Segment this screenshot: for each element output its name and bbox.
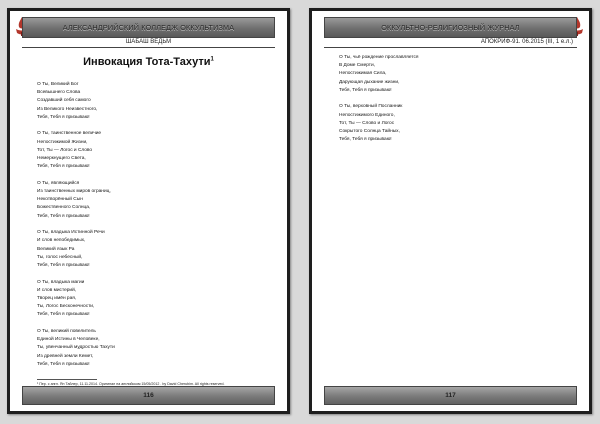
stanza <box>339 54 575 95</box>
verse-line: Некотворённый Сын <box>37 197 83 203</box>
verse-line: И слов мистерий, <box>37 287 77 293</box>
stanza <box>37 81 273 122</box>
stanza <box>37 229 273 270</box>
verse-line: О Ты, великий повелитель <box>37 329 96 335</box>
stanza <box>37 180 273 221</box>
footnote-text: ¹ Пер. с англ. Ян Тайлер, 11.11.2014. Оригинал на английском 15/05/2012 . by David Cherubim. All rights reserved. <box>37 382 225 386</box>
verse-line: Тебя, Тебя я призываю! <box>339 137 392 143</box>
verse-line: Немеркнущего Света, <box>37 156 86 162</box>
verse-line: Непостижимой Жизни, <box>37 139 88 145</box>
page-title <box>20 56 277 68</box>
verse-line: Единой Истины в Человеке, <box>37 337 100 343</box>
verse-line: Ты, голос небесный, <box>37 254 83 260</box>
page-number: 117 <box>445 392 456 399</box>
stanza <box>37 328 273 369</box>
verse-line: Из древней земли Кемет, <box>37 353 94 359</box>
verse-line: Божественного Солнца, <box>37 205 91 211</box>
section-subheader: ШАБАШ ВЕДЬМ <box>22 38 275 48</box>
verse-line: Ты, увенчанный мудростью Тахути <box>37 345 115 351</box>
verse-line: Создавший себя самого <box>37 98 91 104</box>
verse-line: Дарующая дыхание жизни, <box>339 79 400 85</box>
verse-line: Тот, Ты — Слово и Логос <box>339 120 395 126</box>
stanza <box>339 103 575 144</box>
verse-line: Тебя, Тебя я призываю! <box>37 361 90 367</box>
verse-line: Великий язык Ра <box>37 246 75 252</box>
page-number: 116 <box>143 392 154 399</box>
verse-line: О Ты, владыка Истинной Речи <box>37 230 105 236</box>
footnote-divider <box>37 379 97 380</box>
footer-band <box>22 386 275 405</box>
verse-line: Из Великого Неизвестного, <box>37 106 98 112</box>
verse-line: О Ты, владыка магии <box>37 279 85 285</box>
verse-line: О Ты, чьё рождение прославляется <box>339 55 419 60</box>
verse-line: Непостижимая Сила, <box>339 71 387 77</box>
verse-line: Ты, Логос Бесконечности, <box>37 304 95 310</box>
issue-subheader: АПОКРИФ-91. 06.2015 (III, 1 е.л.) <box>324 38 577 48</box>
verse-line: Сокрытого Солнца Тайных, <box>339 129 400 135</box>
verse-line: Тебя, Тебя я призываю! <box>37 312 90 318</box>
header-band <box>324 17 577 38</box>
verse-line: Тебя, Тебя я призываю! <box>37 114 90 120</box>
verse-line: Тебя, Тебя я призываю! <box>37 164 90 170</box>
right-page <box>309 8 592 414</box>
verse-line: Непостижимого Единого, <box>339 112 395 118</box>
title-text: Инвокация Тота-Тахути <box>83 56 211 68</box>
invocation-text <box>339 54 575 153</box>
verse-line: Творец имён рая, <box>37 296 77 302</box>
verse-line: И слов непобедимых, <box>37 238 86 244</box>
invocation-text <box>37 81 273 377</box>
verse-line: О Ты, верховный Посланник <box>339 104 403 110</box>
header-title: АЛЕКСАНДРИЙСКИЙ КОЛЛЕДЖ ОККУЛЬТИЗМА <box>62 23 235 32</box>
verse-line: Тебя, Тебя я призываю! <box>37 213 90 219</box>
verse-line: О Ты, являющийся <box>37 180 80 186</box>
footnote-marker: 1 <box>210 56 214 63</box>
verse-line: Тебя, Тебя я призываю! <box>339 87 392 93</box>
left-page <box>7 8 290 414</box>
verse-line: Из таинственных миров ограниц, <box>37 189 111 195</box>
header-title: ОККУЛЬТНО-РЕЛИГИОЗНЫЙ ЖУРНАЛ <box>381 23 520 32</box>
verse-line: О Ты, Великий Бог <box>37 82 79 87</box>
header-band <box>22 17 275 38</box>
verse-line: В Доме Смерти, <box>339 63 376 69</box>
verse-line: Всевышнего Слова <box>37 90 81 96</box>
verse-line: О Ты, таинственное величие <box>37 131 102 137</box>
stanza <box>37 130 273 171</box>
footer-band <box>324 386 577 405</box>
stanza <box>37 279 273 320</box>
verse-line: Тебя, Тебя я призываю! <box>37 263 90 269</box>
verse-line: Тот, Ты — Логос и Слово <box>37 147 93 153</box>
